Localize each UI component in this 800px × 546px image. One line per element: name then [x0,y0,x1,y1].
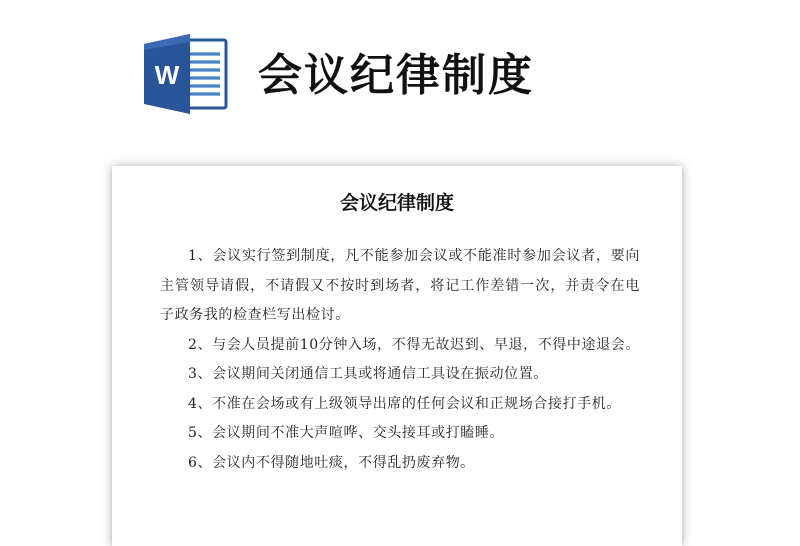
paragraph-2: 2、与会人员提前10分钟入场，不得无故迟到、早退，不得中途退会。 [188,336,640,353]
document-title: 会议纪律制度 [339,192,454,214]
word-logo-letter: W [154,60,180,90]
document-body [160,242,640,478]
page-title: 会议纪律制度 [258,50,534,101]
word-document-icon [142,34,228,114]
header-banner [0,0,800,145]
paragraph-6: 6、会议内不得随地吐痰，不得乱扔废弃物。 [188,454,475,471]
paragraph-3: 3、会议期间关闭通信工具或将通信工具设在振动位置。 [188,366,548,382]
paragraph-5: 5、会议期间不准大声喧哗、交头接耳或打瞌睡。 [188,425,505,441]
paragraph-1: 1、会议实行签到制度，凡不能参加会议或不能准时参加会议者，要向主管领导请假，不请假又不按时到场者，将记工作差错一次，并责令在电子政务我的检查栏写出检讨。 [160,248,640,323]
document-page [112,166,682,546]
paragraph-4: 4、不准在会场或有上级领导出席的任何会议和正规场合接打手机。 [188,395,621,412]
